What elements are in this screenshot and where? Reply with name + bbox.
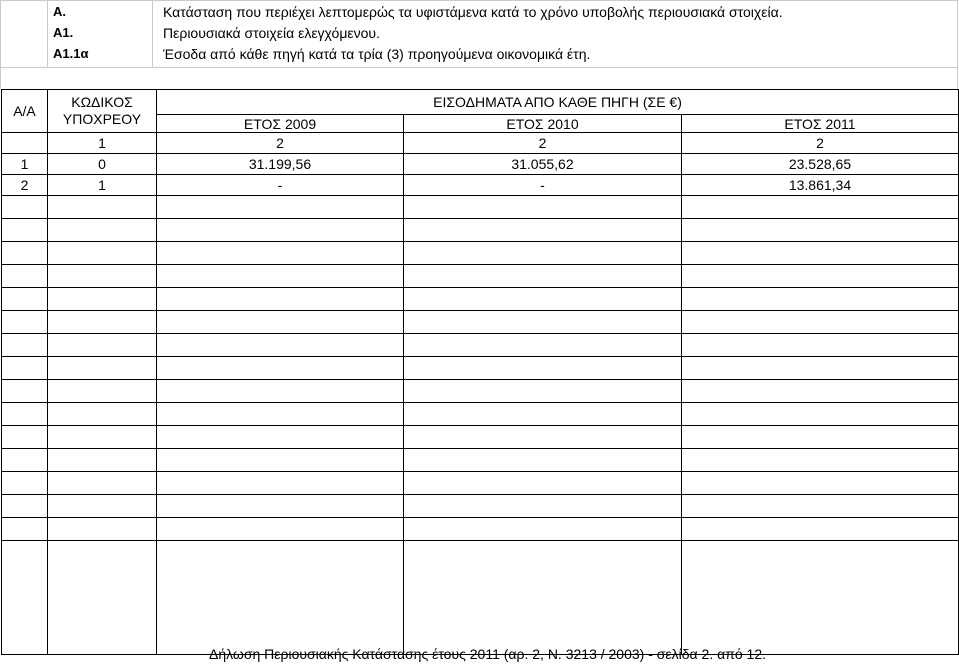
empty-row xyxy=(2,518,959,541)
empty-row xyxy=(2,242,959,265)
empty-row xyxy=(2,541,959,655)
table-header-row xyxy=(2,90,959,115)
table-cell: 1 xyxy=(48,175,157,196)
table-row xyxy=(2,175,959,196)
section-code: Α1. xyxy=(53,25,74,40)
table-cell: - xyxy=(157,175,404,196)
col-header-code-line: ΥΠΟΧΡΕΟΥ xyxy=(62,111,142,127)
divider xyxy=(0,0,958,1)
section-code: Α. xyxy=(53,4,66,19)
empty-row xyxy=(2,495,959,518)
section-header xyxy=(0,0,958,89)
col-header-aa: Α/Α xyxy=(2,90,48,133)
table-cell: 1 xyxy=(2,154,48,175)
table-cell: 31.055,62 xyxy=(404,154,682,175)
table-cell: 2 xyxy=(682,133,959,154)
empty-row xyxy=(2,219,959,242)
col-header-year: ΕΤΟΣ 2010 xyxy=(404,115,682,133)
empty-row xyxy=(2,472,959,495)
section-title: Περιουσιακά στοιχεία ελεγχόμενου. xyxy=(163,25,380,41)
table-cell: - xyxy=(404,175,682,196)
col-header-year: ΕΤΟΣ 2009 xyxy=(157,115,404,133)
empty-row xyxy=(2,357,959,380)
table-cell: 23.528,65 xyxy=(682,154,959,175)
table-row xyxy=(2,154,959,175)
table-cell: 13.861,34 xyxy=(682,175,959,196)
col-header-code-line: ΚΩΔΙΚΟΣ xyxy=(71,94,133,110)
table-cell xyxy=(2,133,48,154)
empty-row xyxy=(2,449,959,472)
index-row xyxy=(2,133,959,154)
empty-row xyxy=(2,334,959,357)
table-cell: 31.199,56 xyxy=(157,154,404,175)
empty-row xyxy=(2,265,959,288)
table-cell: 1 xyxy=(48,133,157,154)
header-row xyxy=(0,25,958,47)
section-code: Α1.1α xyxy=(53,46,89,61)
table-cell: 2 xyxy=(404,133,682,154)
section-title: Έσοδα από κάθε πηγή κατά τα τρία (3) προηγούμενα οικονομικά έτη. xyxy=(163,46,591,62)
page-footer xyxy=(0,646,959,662)
empty-row xyxy=(2,403,959,426)
header-row xyxy=(0,4,958,26)
empty-row xyxy=(2,426,959,449)
table-cell: 2 xyxy=(157,133,404,154)
table-cell: 2 xyxy=(2,175,48,196)
income-table xyxy=(1,89,959,655)
col-header-year: ΕΤΟΣ 2011 xyxy=(682,115,959,133)
empty-row xyxy=(2,288,959,311)
empty-row xyxy=(2,380,959,403)
empty-row xyxy=(2,311,959,334)
header-row xyxy=(0,46,958,68)
table-cell: 0 xyxy=(48,154,157,175)
col-header-income: ΕΙΣΟΔΗΜΑΤΑ ΑΠΟ ΚΑΘΕ ΠΗΓΗ (ΣΕ €) xyxy=(157,90,959,115)
footer-text: Δήλωση Περιουσιακής Κατάστασης έτους 2011 (αρ. 2, Ν. 3213 / 2003) - σελίδα 2. από 12. xyxy=(208,646,766,662)
section-title: Κατάσταση που περιέχει λεπτομερώς τα υφιστάμενα κατά το χρόνο υποβολής περιουσιακά στοιχεία. xyxy=(163,4,783,20)
col-header-code xyxy=(48,90,157,133)
empty-row xyxy=(2,196,959,219)
